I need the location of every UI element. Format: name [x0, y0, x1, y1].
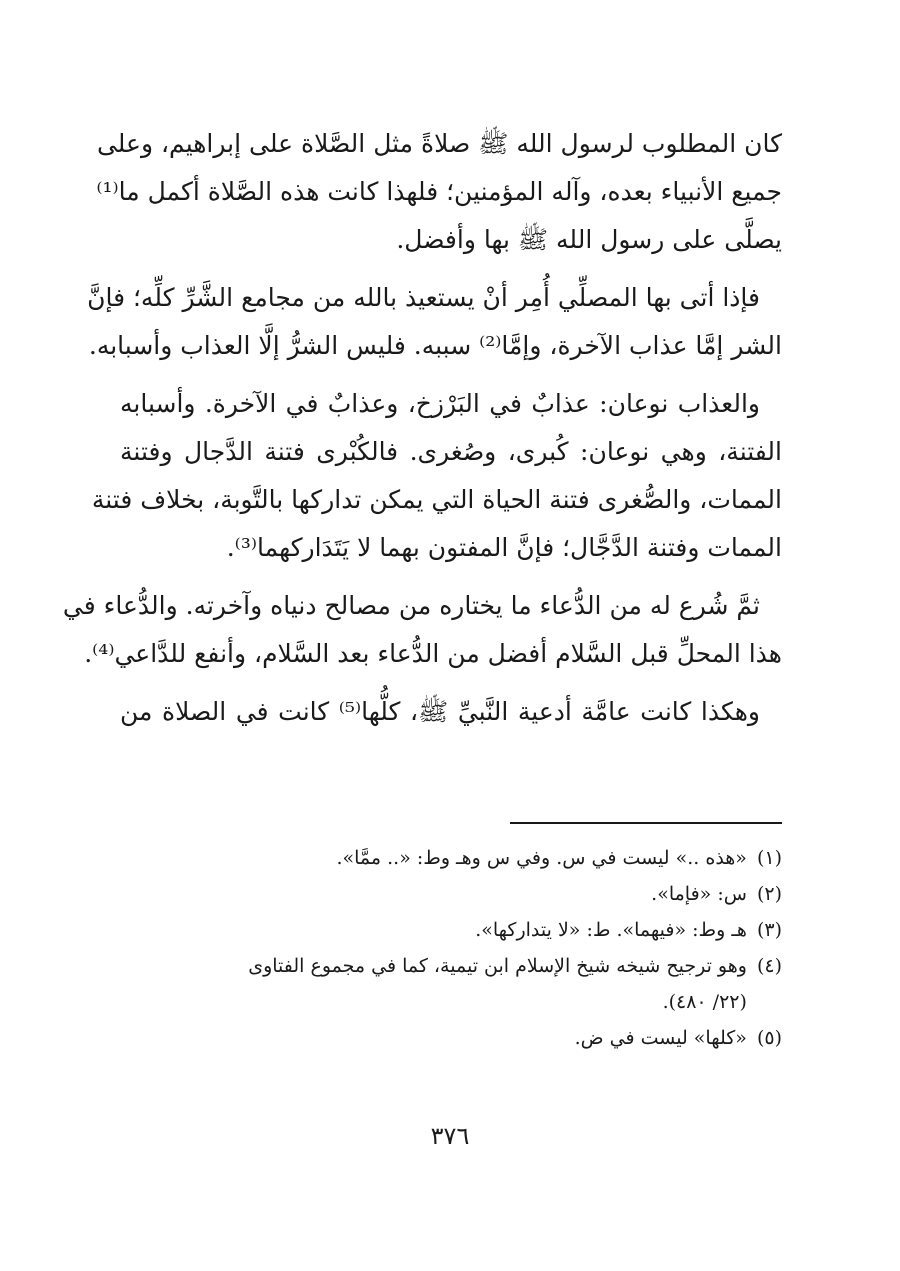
text-line: فإذا أتى بها المصلِّي أُمِر أنْ يستعيذ بالله من مجامع الشَّرِّ كلِّه؛ فإنَّ — [87, 283, 760, 312]
footnote-separator — [510, 822, 782, 824]
footnote — [120, 948, 782, 1020]
text-line: ثمَّ شُرع له من الدُّعاء ما يختاره من مصالح دنياه وآخرته. والدُّعاء في — [62, 591, 760, 620]
main-text — [62, 120, 782, 746]
text-line: كان المطلوب لرسول الله ﷺ صلاةً مثل الصَّلاة على إبراهيم، وعلى — [96, 129, 782, 158]
text-line: جميع الأنبياء بعده، وآله المؤمنين؛ فلهذا كانت هذه الصَّلاة أكمل ما⁽¹⁾ — [96, 177, 782, 206]
footnote-number: (١) — [756, 847, 782, 869]
text-line: الفتنة، وهي نوعان: كُبرى، وصُغرى. فالكُبْرى فتنة الدَّجال وفتنة — [120, 437, 782, 466]
footnotes — [120, 840, 782, 1056]
footnote — [120, 876, 782, 912]
footnote-text: هـ وط: «فيهما». ط: «لا يتداركها». — [475, 919, 747, 941]
footnote-text: وهو ترجيح شيخه شيخ الإسلام ابن تيمية، كما في مجموع الفتاوى — [248, 955, 747, 977]
text-line: هذا المحلِّ قبل السَّلام أفضل من الدُّعاء بعد السَّلام، وأنفع للدَّاعي⁽⁴⁾. — [84, 639, 782, 668]
footnote-number: (٢) — [756, 883, 782, 905]
text-line: وهكذا كانت عامَّة أدعية النَّبيِّ ﷺ، كلُّها⁽⁵⁾ كانت في الصلاة من — [120, 697, 761, 726]
paragraph — [120, 688, 782, 736]
footnote — [120, 912, 782, 948]
page-number: ٣٧٦ — [430, 1122, 470, 1150]
text-line: الشر إمَّا عذاب الآخرة، وإمَّا⁽²⁾ سببه. فليس الشرُّ إلَّا العذاب وأسبابه. — [88, 331, 782, 360]
text-line: الممات، والصُّغرى فتنة الحياة التي يمكن تداركها بالتَّوبة، بخلاف فتنة — [91, 485, 782, 514]
text-line: الممات وفتنة الدَّجَّال؛ فإنَّ المفتون بهما لا يَتَدَاركهما⁽³⁾. — [226, 533, 782, 562]
footnote-number: (٤) — [756, 955, 782, 977]
text-line: والعذاب نوعان: عذابٌ في البَرْزخ، وعذابٌ في الآخرة. وأسبابه — [120, 389, 760, 418]
paragraph — [96, 120, 782, 264]
text-line: يصلَّى على رسول الله ﷺ بها وأفضل. — [396, 225, 782, 254]
paragraph — [87, 274, 782, 370]
footnote-text: «كلها» ليست في ض. — [574, 1027, 747, 1049]
footnote-text: (٢٢/ ٤٨٠). — [662, 991, 747, 1013]
paragraph — [62, 582, 782, 678]
footnote-text: س: «فإما». — [651, 883, 747, 905]
footnote-text: «هذه ..» ليست في س. وفي س وهـ وط: «.. ممَّا». — [336, 847, 747, 869]
footnote-number: (٣) — [756, 919, 782, 941]
footnote — [120, 1020, 782, 1056]
footnote — [120, 840, 782, 876]
paragraph — [91, 380, 782, 572]
footnote-number: (٥) — [756, 1027, 782, 1049]
